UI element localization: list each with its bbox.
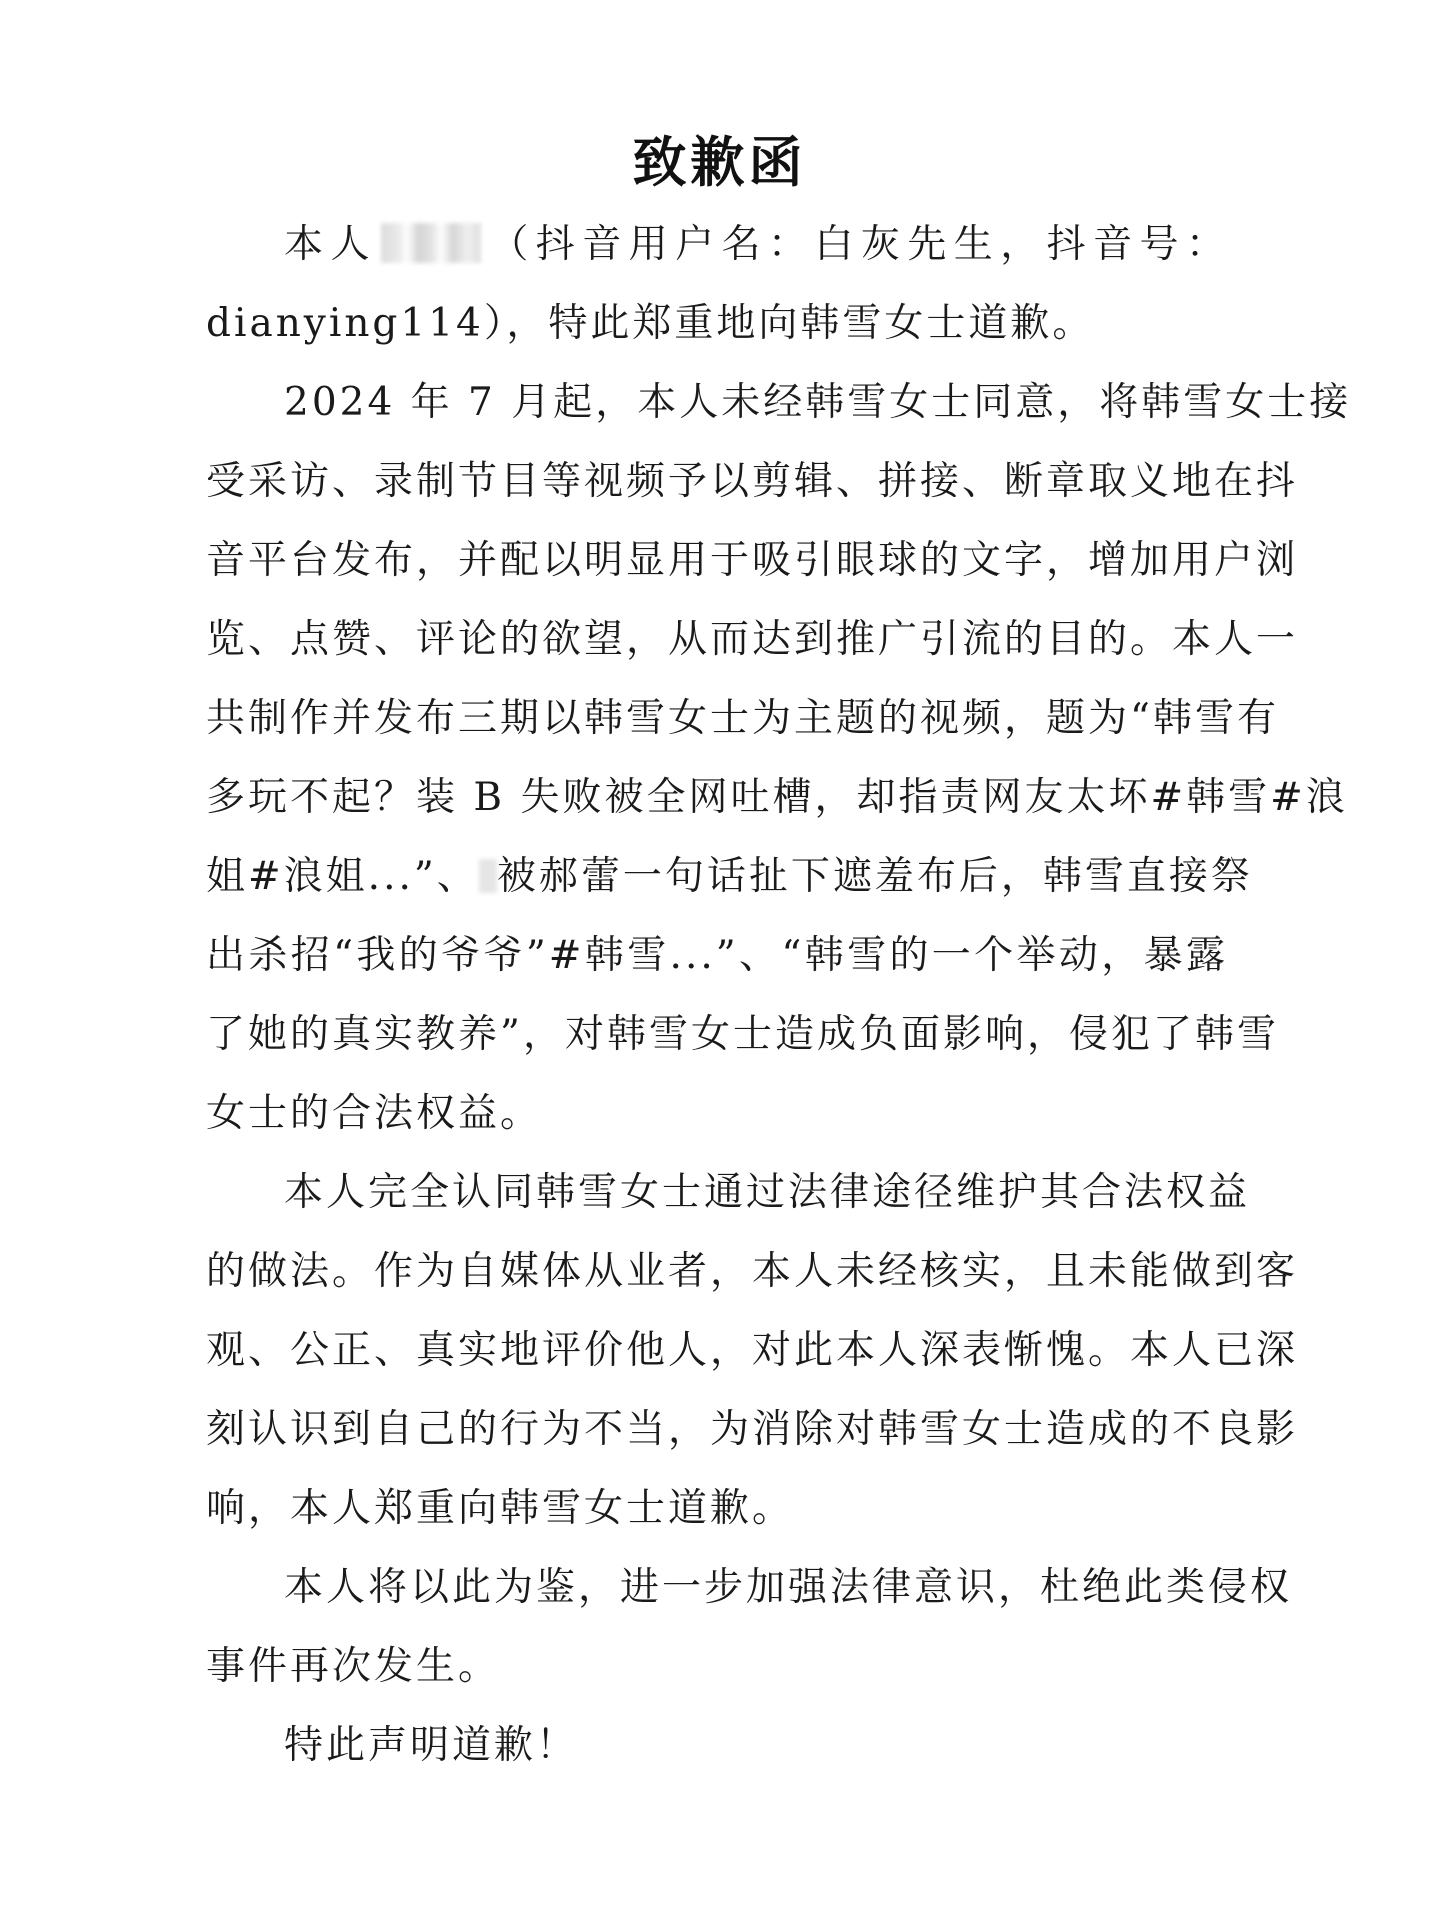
text-line: 观、公正、真实地评价他人，对此本人深表惭愧。本人已深: [206, 1328, 1299, 1373]
text-line: 本人将以此为鉴，进一步加强法律意识，杜绝此类侵权: [284, 1565, 1293, 1610]
text-line: 出杀招“我的爷爷”#韩雪...”、“韩雪的一个举动，暴露: [206, 933, 1228, 978]
text-line: 事件再次发生。: [206, 1644, 501, 1689]
paragraph-commitment: [206, 1548, 1293, 1706]
paragraph-acknowledgement: [206, 1153, 1299, 1548]
redacted-mark: [479, 859, 497, 893]
text-line: 本人完全认同韩雪女士通过法律途径维护其合法权益: [284, 1170, 1251, 1215]
paragraph-closing: [206, 1706, 1228, 1785]
text-line: 特此声明道歉！: [284, 1723, 579, 1768]
text-line: 受采访、录制节目等视频予以剪辑、拼接、断章取义地在抖: [206, 459, 1299, 504]
text-line: [206, 837, 1253, 916]
text-line: 多玩不起？装 B 失败被全网吐槽，却指责网友太坏#韩雪#浪: [206, 775, 1348, 820]
document-body: [206, 205, 1352, 1785]
paragraph-identity: [206, 205, 1228, 363]
text-line: 的做法。作为自媒体从业者，本人未经核实，且未能做到客: [206, 1249, 1299, 1294]
text-line: [206, 205, 1228, 284]
text-line: 女士的合法权益。: [206, 1091, 543, 1136]
text-line: 音平台发布，并配以明显用于吸引眼球的文字，增加用户浏: [206, 538, 1299, 583]
document-title: 致歉函: [632, 131, 807, 194]
text-line: 了她的真实教养”，对韩雪女士造成负面影响，侵犯了韩雪: [206, 1012, 1279, 1057]
text-segment: 姐#浪姐...”、: [206, 854, 479, 899]
text-segment: 本人: [284, 222, 377, 267]
text-line: 共制作并发布三期以韩雪女士为主题的视频，题为“韩雪有: [206, 696, 1279, 741]
text-line: 2024 年 7 月起，本人未经韩雪女士同意，将韩雪女士接: [284, 380, 1352, 425]
text-segment: 被郝蕾一句话扯下遮羞布后，韩雪直接祭: [496, 854, 1253, 899]
text-segment: （抖音用户名：白灰先生，抖音号：: [484, 222, 1228, 267]
paragraph-facts: [206, 363, 1352, 1153]
redacted-name: [381, 223, 481, 263]
text-line: dianying114），特此郑重地向韩雪女士道歉。: [206, 301, 1095, 346]
text-line: 响，本人郑重向韩雪女士道歉。: [206, 1486, 795, 1531]
text-line: 览、点赞、评论的欲望，从而达到推广引流的目的。本人一: [206, 617, 1299, 662]
text-line: 刻认识到自己的行为不当，为消除对韩雪女士造成的不良影: [206, 1407, 1299, 1452]
